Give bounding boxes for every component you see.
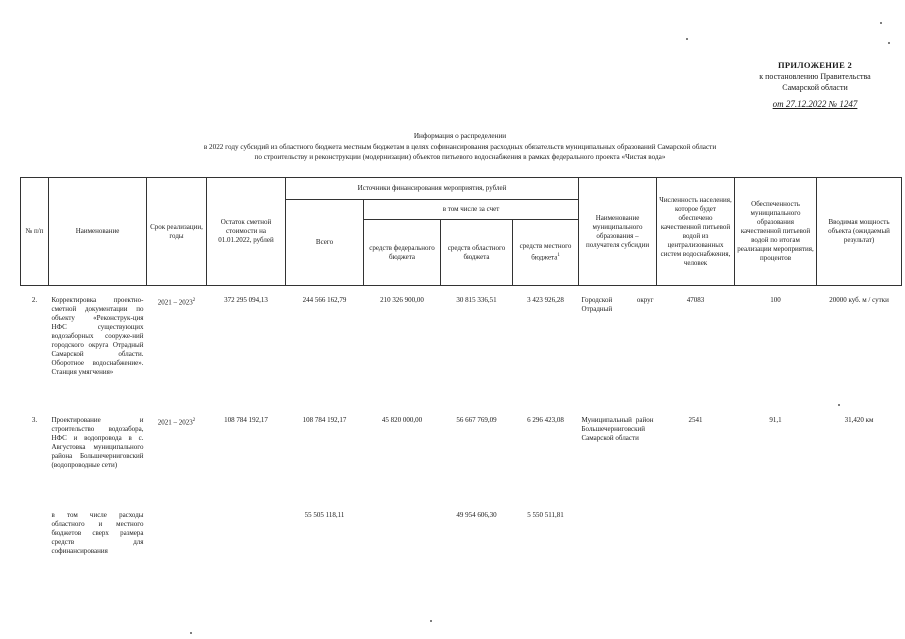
cell-recipient: Муниципальный район Большечерниговский Самарской области xyxy=(581,416,654,442)
header-share: Обеспеченность муниципального образования качественной питьевой водой по итогам реализации мероприятия, процентов xyxy=(735,178,817,286)
cell-local: 6 296 423,08 xyxy=(527,416,564,424)
period-text: 2021 – 2023 xyxy=(157,298,193,307)
header-recipient: Наименование муниципального образования – получателя субсидии xyxy=(579,178,657,286)
cell-name: Корректировка проектно-сметной документации по объекту «Реконструк-ция НФС существующих водозаборных сооруже-ний городского округа Отрадный Самарской области. Оборотное водоснабжение». Станция умягчения» xyxy=(51,296,144,376)
header-sources: Источники финансирования мероприятия, рублей xyxy=(286,178,579,200)
cell-total: 244 566 162,79 xyxy=(302,296,347,304)
cell-population xyxy=(657,509,735,569)
cell-federal: 210 326 900,00 xyxy=(380,296,424,304)
scan-speck xyxy=(880,22,882,24)
cell-local: 5 550 511,81 xyxy=(527,511,564,519)
cell-balance: 108 784 192,17 xyxy=(224,416,268,424)
appendix-block xyxy=(730,60,900,110)
period-text: 2021 – 2023 xyxy=(157,418,193,427)
cell-total: 55 505 118,11 xyxy=(304,511,345,519)
header-num: № п/п xyxy=(21,178,49,286)
header-local-text: средств местного бюджета xyxy=(519,242,572,262)
cell-share: 91,1 xyxy=(769,416,782,424)
scan-speck xyxy=(888,42,890,44)
cell-name: Проектирование и строительство водозабора, НФС и водопровода в с. Августовка муниципального района Большечерниговский (водопроводные сети) xyxy=(51,416,144,469)
cell-share: 100 xyxy=(770,296,781,304)
subsidy-table xyxy=(20,177,902,569)
header-regional: средств областного бюджета xyxy=(441,220,513,286)
scan-speck xyxy=(838,404,840,406)
header-name: Наименование xyxy=(49,178,147,286)
cell-period xyxy=(147,509,207,569)
cell-name: в том числе расходы областного и местного бюджетов сверх размера средств для софинансирования xyxy=(51,511,144,555)
cell-period xyxy=(147,414,207,509)
header-local xyxy=(513,220,579,286)
cell-recipient: Городской округ Отрадный xyxy=(581,296,654,313)
cell-regional: 49 954 606,30 xyxy=(456,511,497,519)
cell-capacity: 31,420 км xyxy=(844,416,874,424)
header-total: Всего xyxy=(286,200,364,286)
title-line-3: по строительству и реконструкции (модернизации) объектов питьевого водоснабжения в рамках федерального проекта «Чистая вода» xyxy=(254,153,666,161)
header-local-footnote: 1 xyxy=(557,253,560,259)
table-row xyxy=(21,414,902,509)
cell-population: 47083 xyxy=(686,296,705,304)
appendix-title: ПРИЛОЖЕНИЕ 2 xyxy=(777,60,853,70)
table-row xyxy=(21,294,902,414)
scan-speck xyxy=(430,620,432,622)
period-footnote: 2 xyxy=(192,418,196,423)
header-population: Численность населения, которое будет обеспечено качественной питьевой водой из централизованных систем водоснабжения, человек xyxy=(657,178,735,286)
cell-population: 2541 xyxy=(688,416,703,424)
cell-capacity xyxy=(817,509,902,569)
cell-federal: 45 820 000,00 xyxy=(381,416,423,424)
appendix-line-1: к постановлению Правительства xyxy=(759,72,871,81)
title-line-2: в 2022 году субсидий из областного бюджета местным бюджетам в целях софинансирования расходных обязательств муниципальных образований Самарской области xyxy=(203,142,717,151)
cell-regional: 30 815 336,51 xyxy=(456,296,497,304)
header-including: в том числе за счет xyxy=(364,200,579,220)
appendix-line-2: Самарской области xyxy=(782,83,848,92)
header-balance: Остаток сметной стоимости на 01.01.2022, рублей xyxy=(207,178,286,286)
title-line-1: Информация о распределении xyxy=(413,132,507,140)
cell-balance: 372 295 094,13 xyxy=(224,296,268,304)
cell-balance xyxy=(207,509,286,569)
document-title xyxy=(100,131,820,163)
cell-capacity: 20000 куб. м / сутки xyxy=(829,296,889,304)
header-period: Срок реализации, годы xyxy=(147,178,207,286)
cell-share xyxy=(735,509,817,569)
cell-num: 2. xyxy=(31,296,38,304)
cell-regional: 56 667 769,09 xyxy=(456,416,497,424)
table-row xyxy=(21,509,902,569)
cell-total: 108 784 192,17 xyxy=(302,416,347,424)
header-federal: средств федерального бюджета xyxy=(364,220,441,286)
cell-recipient xyxy=(579,509,657,569)
cell-num xyxy=(21,509,49,569)
scan-speck xyxy=(190,632,192,634)
header-capacity: Вводимая мощность объекта (ожидаемый результат) xyxy=(817,178,902,286)
scan-speck xyxy=(686,38,688,40)
cell-local: 3 423 926,28 xyxy=(527,296,564,304)
table-header xyxy=(21,178,902,286)
period-footnote: 2 xyxy=(192,298,196,303)
cell-period xyxy=(147,294,207,414)
cell-federal xyxy=(364,509,441,569)
cell-num: 3. xyxy=(31,416,38,424)
appendix-signature-date: от 27.12.2022 № 1247 xyxy=(772,99,858,109)
